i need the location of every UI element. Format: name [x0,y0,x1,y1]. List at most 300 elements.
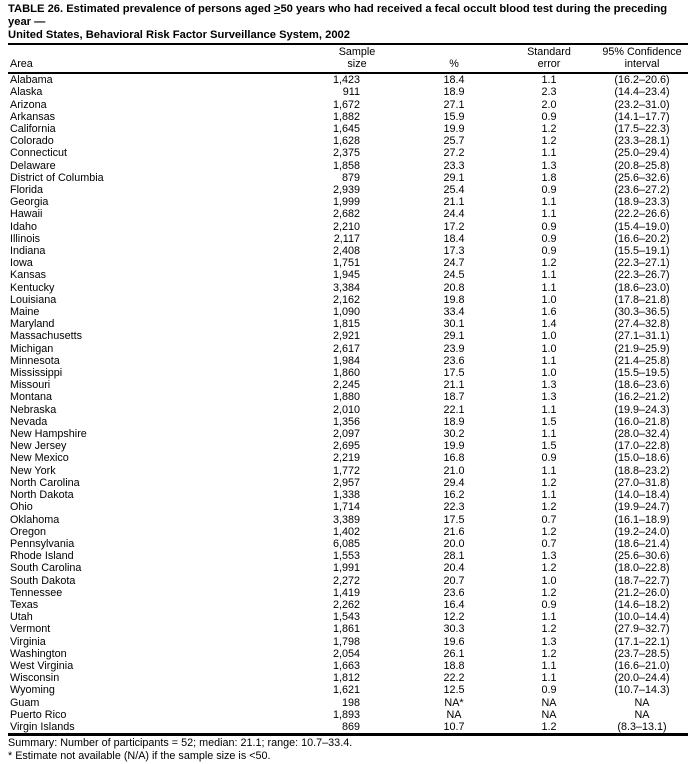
confidence-interval-cell: (23.2–31.0) [614,98,670,111]
area-cell: Tennessee [10,586,63,599]
area-cell: Iowa [10,257,33,270]
sample-size-cell: 3,389 [332,513,360,526]
area-cell: North Dakota [10,489,74,502]
sample-size-cell: 1,672 [332,98,360,111]
percent-cell: 29.1 [443,330,465,343]
percent-cell: 21.6 [443,525,465,538]
standard-error-cell: 1.0 [541,367,557,380]
standard-error-cell: 1.1 [541,208,557,221]
sample-size-cell: 1,553 [332,550,360,563]
area-cell: Vermont [10,623,51,636]
table-row [8,526,688,538]
standard-error-cell: 1.1 [541,403,557,416]
table-row [8,440,688,452]
confidence-interval-cell: (18.6–23.6) [614,379,670,392]
standard-error-cell: 1.1 [541,354,557,367]
percent-cell: 33.4 [443,306,465,319]
percent-cell: 20.4 [443,562,465,575]
table-row [8,684,688,696]
confidence-interval-cell: (10.0–14.4) [614,611,670,624]
standard-error-cell: 1.1 [541,147,557,160]
percent-cell: 30.1 [443,318,465,331]
area-cell: Wisconsin [10,672,60,685]
table-row [8,172,688,184]
area-cell: New Hampshire [10,428,87,441]
percent-cell: 22.1 [443,403,465,416]
column-header-confidence-interval [596,44,688,73]
table-row [8,111,688,123]
header-area-label: Area [10,57,33,70]
area-cell: California [10,123,56,135]
sample-size-cell: 1,991 [332,562,360,575]
confidence-interval-cell: (23.7–28.5) [614,647,670,660]
table-row [8,379,688,391]
area-cell: Virgin Islands [10,720,75,733]
percent-cell: 17.5 [443,367,465,380]
sample-size-cell: 1,621 [332,684,360,697]
table-row [8,416,688,428]
standard-error-cell: 1.2 [541,501,557,514]
standard-error-cell: 0.9 [541,598,557,611]
area-cell: Massachusetts [10,330,83,343]
standard-error-cell: 1.2 [541,135,557,148]
column-header-standard-error [502,44,596,73]
standard-error-cell: 1.2 [541,647,557,660]
percent-cell: 12.5 [443,684,465,697]
area-cell: South Dakota [10,574,76,587]
sample-size-cell: 2,695 [332,440,360,453]
area-cell: Florida [10,184,44,197]
table-row [8,697,688,709]
percent-cell: 27.1 [443,98,465,111]
sample-size-cell: 1,945 [332,269,360,282]
confidence-interval-cell: (18.0–22.8) [614,562,670,575]
standard-error-cell: 1.8 [541,171,557,184]
percent-cell: 24.7 [443,257,465,270]
area-cell: Hawaii [10,208,43,221]
sample-size-cell: 1,645 [332,123,360,135]
sample-size-cell: 2,245 [332,379,360,392]
standard-error-cell: 1.0 [541,330,557,343]
percent-cell: 24.4 [443,208,465,221]
confidence-interval-cell: (27.1–31.1) [614,330,670,343]
confidence-interval-cell: (30.3–36.5) [614,306,670,319]
area-cell: Arizona [10,98,47,111]
standard-error-cell: 0.9 [541,245,557,258]
confidence-interval-cell: NA [634,708,650,721]
sample-size-cell: 1,984 [332,354,360,367]
standard-error-cell: 1.2 [541,476,557,489]
confidence-interval-cell: (18.7–22.7) [614,574,670,587]
table-row [8,721,688,735]
confidence-interval-cell: (22.2–26.6) [614,208,670,221]
title-part1: TABLE 26. Estimated prevalence of persons aged [8,3,274,15]
standard-error-cell: 1.5 [541,440,557,453]
area-cell: Arkansas [10,110,56,123]
confidence-interval-cell: (19.9–24.7) [614,501,670,514]
confidence-interval-cell: (16.2–21.2) [614,391,670,404]
standard-error-cell: 1.0 [541,342,557,355]
sample-size-cell: 6,085 [332,537,360,550]
area-cell: Idaho [10,220,38,233]
sample-size-cell: 1,090 [332,306,360,319]
area-cell: Delaware [10,159,56,172]
table-row [8,452,688,464]
area-cell: Missouri [10,379,51,392]
sample-size-cell: 1,543 [332,611,360,624]
area-cell: Washington [10,647,67,660]
table-row [8,611,688,623]
standard-error-cell: 0.9 [541,110,557,123]
standard-error-cell: 0.9 [541,220,557,233]
confidence-interval-cell: NA [634,696,650,709]
confidence-interval-cell: (18.6–23.0) [614,281,670,294]
column-header-sample-size [308,44,406,73]
area-cell: North Carolina [10,476,80,489]
sample-size-cell: 1,999 [332,196,360,209]
table-row [8,636,688,648]
percent-cell: 16.4 [443,598,465,611]
area-cell: Puerto Rico [10,708,67,721]
standard-error-cell: 1.2 [541,562,557,575]
table-row [8,660,688,672]
header-percent-label: % [449,57,459,70]
percent-cell: 20.0 [443,537,465,550]
area-cell: Utah [10,611,33,624]
area-cell: Maine [10,306,40,319]
table-row [8,73,688,86]
percent-cell: 18.9 [443,415,465,428]
sample-size-cell: 2,408 [332,245,360,258]
percent-cell: 17.5 [443,513,465,526]
area-cell: South Carolina [10,562,82,575]
area-cell: Oklahoma [10,513,60,526]
table-row [8,123,688,135]
table-row [8,208,688,220]
table-row [8,269,688,281]
percent-cell: 20.7 [443,574,465,587]
standard-error-cell: 0.9 [541,184,557,197]
table-row [8,306,688,318]
area-cell: Kansas [10,269,47,282]
area-cell: Ohio [10,501,33,514]
confidence-interval-cell: (16.2–20.6) [614,74,670,87]
confidence-interval-cell: (18.9–23.3) [614,196,670,209]
table-row [8,294,688,306]
confidence-interval-cell: (17.0–22.8) [614,440,670,453]
standard-error-cell: 1.3 [541,391,557,404]
standard-error-cell: 1.1 [541,489,557,502]
standard-error-cell: 1.5 [541,415,557,428]
table-row [8,245,688,257]
area-cell: Mississippi [10,367,63,380]
sample-size-cell: 2,682 [332,208,360,221]
table-row [8,538,688,550]
table-row [8,465,688,477]
confidence-interval-cell: (27.9–32.7) [614,623,670,636]
standard-error-cell: 1.0 [541,574,557,587]
confidence-interval-cell: (15.0–18.6) [614,452,670,465]
prevalence-table [8,43,688,736]
area-cell: Indiana [10,245,46,258]
sample-size-cell: 1,798 [332,635,360,648]
table-row [8,196,688,208]
table-row [8,99,688,111]
percent-cell: 18.4 [443,232,465,245]
confidence-interval-cell: (18.6–21.4) [614,537,670,550]
percent-cell: 17.3 [443,245,465,258]
confidence-interval-cell: (15.5–19.1) [614,245,670,258]
table-row [8,233,688,245]
standard-error-cell: 1.1 [541,611,557,624]
sample-size-cell: 2,375 [332,147,360,160]
confidence-interval-cell: (15.4–19.0) [614,220,670,233]
confidence-interval-cell: (21.9–25.9) [614,342,670,355]
percent-cell: 22.3 [443,501,465,514]
table-title [8,3,688,42]
table-row [8,355,688,367]
percent-cell: 24.5 [443,269,465,282]
confidence-interval-cell: (18.8–23.2) [614,464,670,477]
percent-cell: 30.2 [443,428,465,441]
table-row [8,428,688,440]
table-row [8,343,688,355]
sample-size-cell: 2,010 [332,403,360,416]
percent-cell: 29.4 [443,476,465,489]
standard-error-cell: 1.3 [541,159,557,172]
percent-cell: 25.4 [443,184,465,197]
title-part2: 50 years who had received a fecal occult blood test during the preceding year — [8,3,668,28]
standard-error-cell: 0.9 [541,684,557,697]
percent-cell: 21.0 [443,464,465,477]
table-row [8,477,688,489]
area-cell: Pennsylvania [10,537,75,550]
sample-size-cell: 1,419 [332,586,360,599]
sample-size-cell: 2,939 [332,184,360,197]
confidence-interval-cell: (16.6–20.2) [614,232,670,245]
table-row [8,648,688,660]
sample-size-cell: 1,812 [332,672,360,685]
table-header [8,44,688,73]
table-row [8,501,688,513]
sample-size-cell: 879 [341,171,360,184]
standard-error-cell: 1.1 [541,672,557,685]
header-sample-line2: size [347,57,367,70]
area-cell: Georgia [10,196,49,209]
header-ci-line1: 95% Confidence [602,46,682,58]
area-cell: Guam [10,696,40,709]
standard-error-cell: 1.2 [541,525,557,538]
sample-size-cell: 1,663 [332,659,360,672]
percent-cell: 22.2 [443,672,465,685]
standard-error-cell: 1.1 [541,464,557,477]
table-row [8,672,688,684]
standard-error-cell: 1.3 [541,550,557,563]
percent-cell: 23.6 [443,354,465,367]
confidence-interval-cell: (17.1–22.1) [614,635,670,648]
confidence-interval-cell: (20.8–25.8) [614,159,670,172]
sample-size-cell: 1,893 [332,708,360,721]
sample-size-cell: 911 [342,86,360,99]
table-row [8,221,688,233]
standard-error-cell: 0.7 [541,513,557,526]
standard-error-cell: 1.1 [541,74,557,87]
sample-size-cell: 869 [341,720,360,733]
header-se-line1: Standard [527,46,571,58]
area-cell: New Mexico [10,452,69,465]
sample-size-cell: 2,617 [332,342,360,355]
area-cell: Nevada [10,415,48,428]
title-part3: United States, Behavioral Risk Factor Surveillance System, 2002 [8,29,350,41]
area-cell: Minnesota [10,354,60,367]
confidence-interval-cell: (19.2–24.0) [614,525,670,538]
percent-cell: 21.1 [443,379,465,392]
standard-error-cell: 0.9 [541,452,557,465]
area-cell: Texas [10,598,39,611]
standard-error-cell: 1.2 [541,586,557,599]
confidence-interval-cell: (19.9–24.3) [614,403,670,416]
confidence-interval-cell: (21.4–25.8) [614,354,670,367]
table-row [8,318,688,330]
area-cell: Louisiana [10,293,57,306]
table-row [8,86,688,98]
percent-cell: 18.8 [443,659,465,672]
standard-error-cell: 2.0 [541,98,557,111]
percent-cell: 15.9 [443,110,465,123]
standard-error-cell: 1.0 [541,293,557,306]
standard-error-cell: 0.9 [541,232,557,245]
sample-size-cell: 1,338 [332,489,360,502]
standard-error-cell: 1.4 [541,318,557,331]
table-row [8,562,688,574]
sample-size-cell: 1,882 [332,110,360,123]
area-cell: Colorado [10,135,54,148]
header-sample-line1: Sample [338,46,376,58]
confidence-interval-cell: (25.6–32.6) [614,171,670,184]
standard-error-cell: NA [541,708,557,721]
table-row [8,184,688,196]
table-row [8,160,688,172]
sample-size-cell: 2,162 [332,293,360,306]
sample-size-cell: 1,860 [332,367,360,380]
confidence-interval-cell: (16.1–18.9) [614,513,670,526]
confidence-interval-cell: (17.5–22.3) [614,123,670,135]
table-row [8,404,688,416]
table-row [8,709,688,721]
standard-error-cell: NA [541,696,557,709]
table-row [8,514,688,526]
percent-cell: 10.7 [443,720,465,733]
column-header-percent [406,44,502,73]
standard-error-cell: 1.2 [541,257,557,270]
header-row [8,44,688,73]
table-row [8,330,688,342]
header-se-line2: error [537,57,561,70]
confidence-interval-cell: (27.4–32.8) [614,318,670,331]
table-row [8,147,688,159]
table-row [8,135,688,147]
confidence-interval-cell: (15.5–19.5) [614,367,670,380]
table-body [8,73,688,734]
confidence-interval-cell: (22.3–27.1) [614,257,670,270]
sample-size-cell: 2,054 [332,647,360,660]
percent-cell: 19.9 [443,123,465,135]
sample-size-cell: 1,356 [332,415,360,428]
percent-cell: 23.3 [443,159,465,172]
confidence-interval-cell: (16.0–21.8) [614,415,670,428]
percent-cell: 29.1 [443,171,465,184]
percent-cell: 18.9 [443,86,465,99]
sample-size-cell: 1,628 [332,135,360,148]
area-cell: Rhode Island [10,550,74,563]
area-cell: West Virginia [10,659,74,672]
sample-size-cell: 2,210 [332,220,360,233]
area-cell: Virginia [10,635,46,648]
area-cell: Alabama [10,74,53,87]
percent-cell: 26.1 [443,647,465,660]
sample-size-cell: 2,262 [332,598,360,611]
standard-error-cell: 1.1 [541,269,557,282]
confidence-interval-cell: (23.3–28.1) [614,135,670,148]
sample-size-cell: 2,272 [332,574,360,587]
confidence-interval-cell: (17.8–21.8) [614,293,670,306]
percent-cell: 20.8 [443,281,465,294]
area-cell: Montana [10,391,53,404]
confidence-interval-cell: (25.0–29.4) [614,147,670,160]
standard-error-cell: 1.1 [541,428,557,441]
footnote-line: * Estimate not available (N/A) if the sample size is <50. [8,749,271,762]
area-cell: Connecticut [10,147,68,160]
confidence-interval-cell: (23.6–27.2) [614,184,670,197]
standard-error-cell: 1.1 [541,281,557,294]
sample-size-cell: 1,858 [332,159,360,172]
column-header-area [8,44,308,73]
summary-line: Summary: Number of participants = 52; median: 21.1; range: 10.7–33.4. [8,737,353,750]
percent-cell: 19.9 [443,440,465,453]
percent-cell: 16.2 [443,489,465,502]
confidence-interval-cell: (8.3–13.1) [617,720,667,733]
table-row [8,391,688,403]
sample-size-cell: 1,402 [332,525,360,538]
table-row [8,623,688,635]
confidence-interval-cell: (25.6–30.6) [614,550,670,563]
area-cell: District of Columbia [10,171,104,184]
percent-cell: 21.1 [443,196,465,209]
percent-cell: 18.4 [443,74,465,87]
confidence-interval-cell: (10.7–14.3) [614,684,670,697]
sample-size-cell: 1,423 [332,74,360,87]
confidence-interval-cell: (14.4–23.4) [614,86,670,99]
percent-cell: 12.2 [443,611,465,624]
confidence-interval-cell: (14.1–17.7) [614,110,670,123]
sample-size-cell: 2,117 [333,232,360,245]
sample-size-cell: 1,815 [332,318,360,331]
percent-cell: 19.6 [443,635,465,648]
area-cell: Maryland [10,318,55,331]
standard-error-cell: 2.3 [541,86,557,99]
area-cell: Wyoming [10,684,55,697]
percent-cell: NA [446,708,462,721]
percent-cell: 23.6 [443,586,465,599]
percent-cell: 19.8 [443,293,465,306]
area-cell: Alaska [10,86,43,99]
header-ci-line2: interval [624,57,660,70]
sample-size-cell: 1,772 [332,464,360,477]
area-cell: New York [10,464,56,477]
sample-size-cell: 198 [341,696,360,709]
confidence-interval-cell: (22.3–26.7) [614,269,670,282]
sample-size-cell: 3,384 [332,281,360,294]
